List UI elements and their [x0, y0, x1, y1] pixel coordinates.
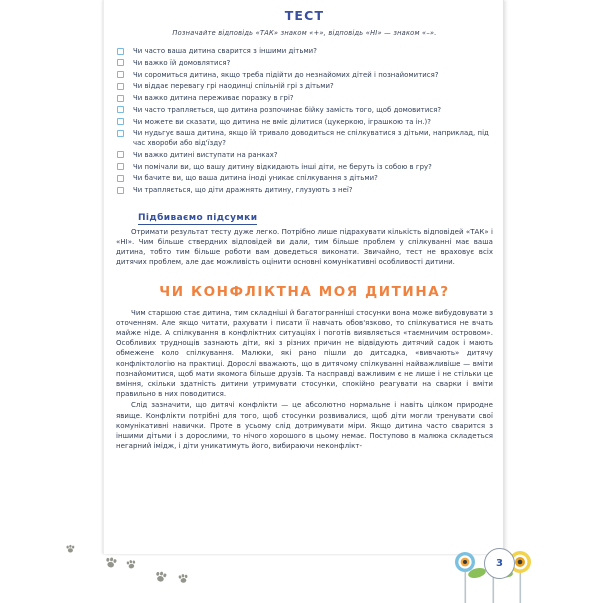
test-question-item[interactable]	[116, 71, 493, 81]
question-checkbox[interactable]	[117, 163, 124, 170]
test-question-item[interactable]	[116, 186, 493, 196]
test-title: ТЕСТ	[284, 8, 325, 23]
question-checkbox[interactable]	[117, 95, 124, 102]
question-checkbox[interactable]	[117, 175, 124, 182]
question-checkbox[interactable]	[117, 83, 124, 90]
summary-paragraph: Отримати результат тесту дуже легко. Потрібно лише підрахувати кількість відповідей «ТАК» і «НІ». Чим більше ствердних відповідей ви дали, тим більше проблем у спілкуванні має ваша дитина, тобто тим більше роботи вам доведеться виконати. Звичайно, тест не враховує всіх дитячих проблем, але дає можливість оцінити основні комунікативні особливості дитини.	[116, 227, 493, 267]
question-checkbox[interactable]	[117, 187, 124, 194]
article-paragraph: Чим старшою стає дитина, тим складніші й багатогранніші стосунки вона може вибудовувати з оточенням. Але якщо читати, рахувати і писати її навчать обов'язково, то спілкуватися не вчать майже ніде. А спілкування в конфліктних ситуаціях і поготів виявляється «таємничим островом». Особливих труднощів зазнають діти, які з різних причин не відвідують дитячий садок і мають обмежене коло спілкування. Малюки, які рано пішли до дитсадка, «вивчають» дитячу конфліктологію на практиці. Дорослі вважають, що в дитячому спілкуванні найважливіше — вміти познайомитися, щоб мати якомога більше друзів. Та насправді важливим є не лише і не стільки це вміння, скільки здатність дитини утримувати стосунки, спокійно реагувати на сварки і вміти правильно в них поводитися.	[116, 308, 493, 399]
test-question-list	[116, 47, 493, 196]
page-content	[116, 4, 493, 451]
article-body	[116, 308, 493, 452]
test-question-item[interactable]	[116, 106, 493, 116]
test-instruction: Позначайте відповідь «ТАК» знаком «+», відповідь «НІ» — знаком «–».	[172, 29, 437, 37]
question-label: Чи важко дитині виступати на ранках?	[133, 150, 278, 159]
page-sheet	[103, 0, 504, 554]
test-question-item[interactable]	[116, 47, 493, 57]
question-checkbox[interactable]	[117, 71, 124, 78]
question-label: Чи важко дитина переживає поразку в грі?	[133, 94, 294, 103]
question-label: Чи бачите ви, що ваша дитина іноді уникає спілкування з дітьми?	[133, 174, 378, 183]
question-checkbox[interactable]	[117, 48, 124, 55]
question-label: Чи важко їй домовлятися?	[133, 58, 231, 67]
test-question-item[interactable]	[116, 129, 493, 148]
test-question-item[interactable]	[116, 163, 493, 173]
flower-decoration-group	[440, 545, 600, 603]
test-question-item[interactable]	[116, 82, 493, 92]
question-label: Чи трапляється, що діти дражнять дитину, глузують з неї?	[133, 186, 353, 195]
blue-flower-icon	[455, 552, 475, 572]
test-question-item[interactable]	[116, 174, 493, 184]
question-label: Чи часто трапляється, що дитина розпочинає бійку замість того, щоб домовитися?	[133, 105, 442, 114]
question-checkbox[interactable]	[117, 151, 124, 158]
question-checkbox[interactable]	[117, 118, 124, 125]
page-gutter-left	[0, 0, 103, 600]
test-question-item[interactable]	[116, 94, 493, 104]
question-label: Чи помічали ви, що вашу дитину відкидають інші діти, не беруть із собою в гру?	[133, 162, 432, 171]
question-label: Чи часто ваша дитина сварится з іншими дітьми?	[133, 47, 317, 55]
article-heading: ЧИ КОНФЛІКТНА МОЯ ДИТИНА?	[159, 283, 450, 300]
question-label: Чи можете ви сказати, що дитина не вміє ділитися (цукеркою, іграшкою та ін.)?	[133, 117, 431, 126]
question-label: Чи нудьгує ваша дитина, якщо їй тривало доводиться не спілкуватися з дітьми, наприклад, під час хвороби або від'їзду?	[133, 129, 489, 148]
test-question-item[interactable]	[116, 151, 493, 161]
article-paragraph: Слід зазначити, що дитячі конфлікти — це абсолютно нормальне і навіть цілком природне явище. Конфлікти потрібні для того, щоб стосунки розвивалися, щоб діти могли тренувати свої комунікативні навички. Проте в усьому слід дотримувати міри. Якщо дитина часто сварится з іншими дітьми і з дорослими, то нічого хорошого в цьому немає. Поступово в малюка складеться негарний імідж, і діти уникатимуть його, вибираючи неконфлікт-	[116, 401, 493, 451]
page-gutter-right	[508, 0, 600, 600]
question-checkbox[interactable]	[117, 59, 124, 66]
summary-heading: Підбиваємо підсумки	[138, 212, 258, 223]
page-number-badge: 3	[484, 548, 515, 579]
paw-prints-icon	[58, 540, 198, 600]
test-question-item[interactable]	[116, 59, 493, 69]
question-label: Чи віддає перевагу грі наодинці спільній грі з дітьми?	[133, 82, 334, 91]
test-question-item[interactable]	[116, 118, 493, 128]
summary-section	[116, 205, 493, 268]
question-checkbox[interactable]	[117, 106, 124, 113]
question-label: Чи соромиться дитина, якщо треба підійти до незнайомих дітей і познайомитися?	[133, 70, 439, 79]
question-checkbox[interactable]	[117, 130, 124, 137]
